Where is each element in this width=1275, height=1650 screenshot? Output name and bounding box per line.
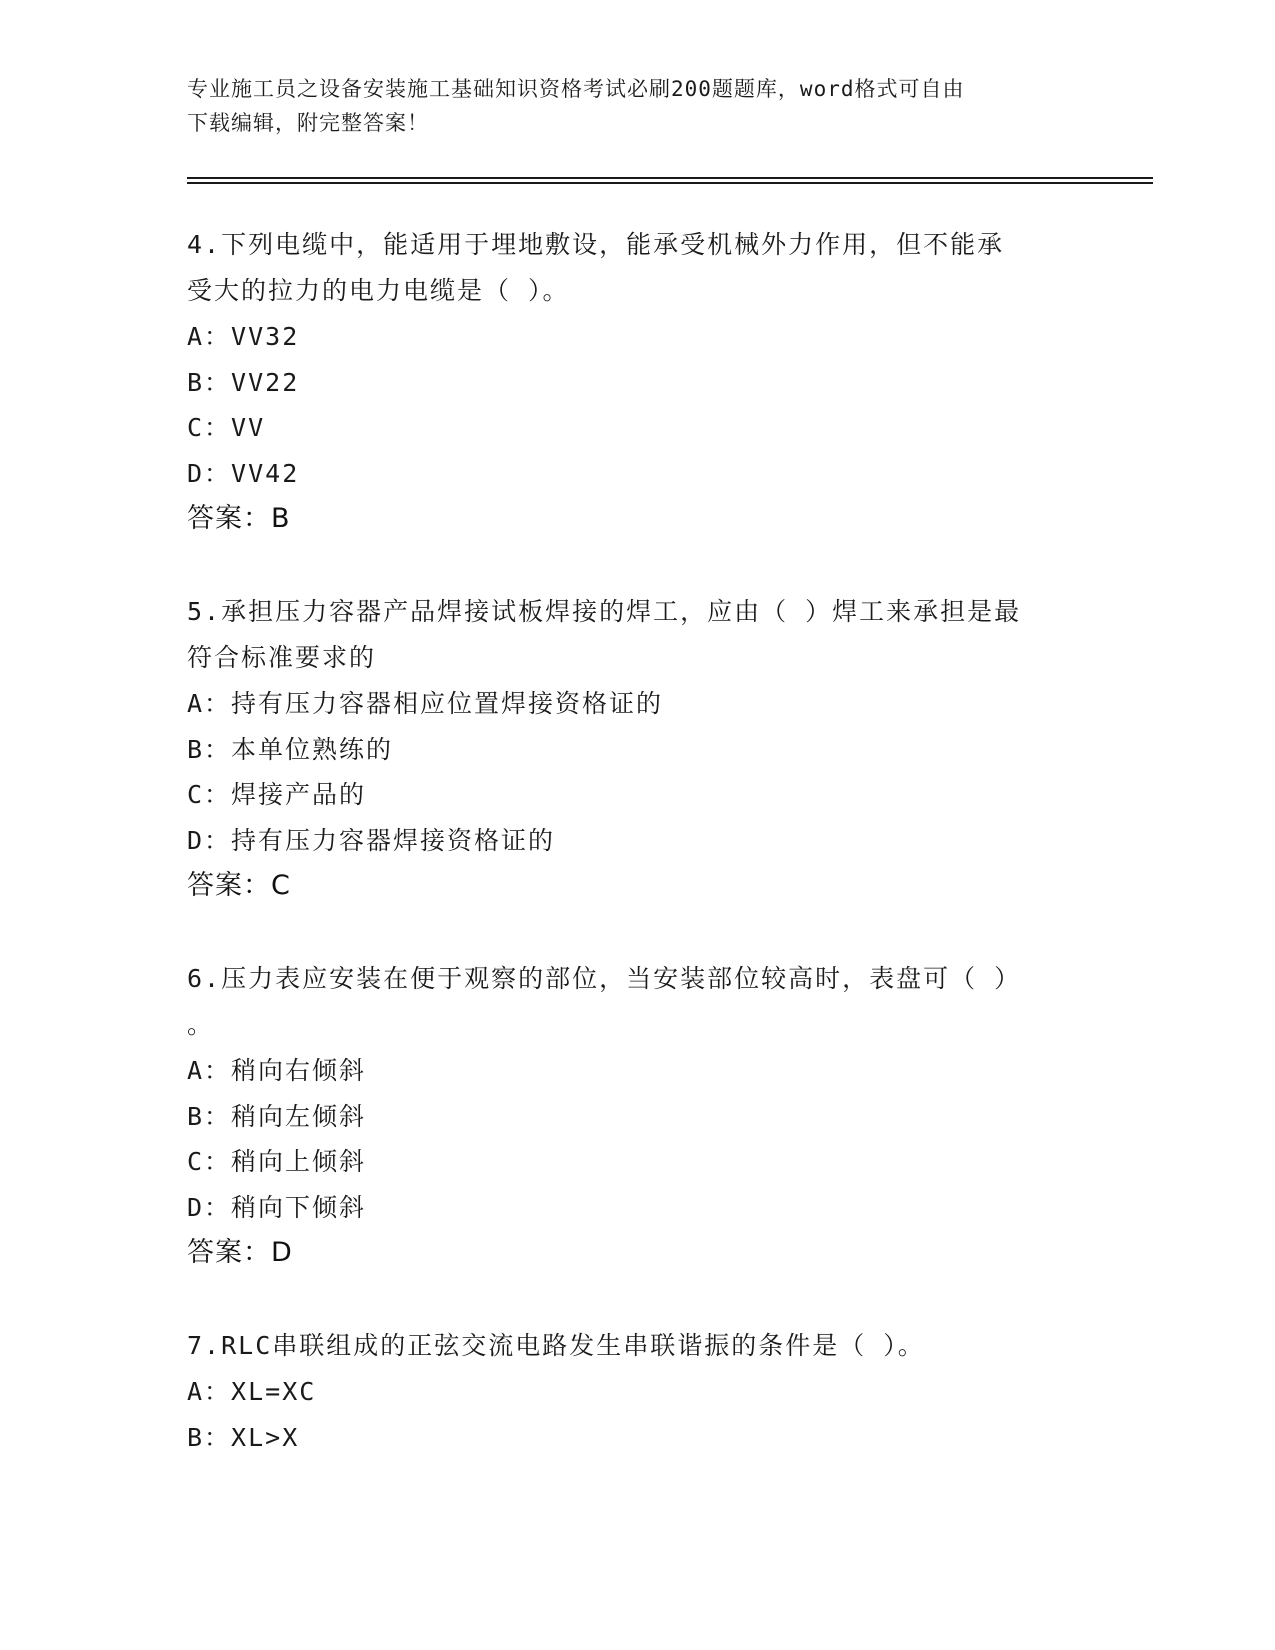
option-c: C：焊接产品的 xyxy=(187,780,367,809)
header-line-1: 专业施工员之设备安装施工基础知识资格考试必刷200题题库，word格式可自由 xyxy=(187,77,965,101)
header-divider-bottom xyxy=(187,182,1153,184)
option-b: B：XL>X xyxy=(187,1422,300,1452)
question-stem-line-2: 符合标准要求的 xyxy=(187,643,377,672)
question-4 xyxy=(187,222,1087,542)
option-b: B：本单位熟练的 xyxy=(187,734,394,764)
option-c: C：稍向上倾斜 xyxy=(187,1147,367,1176)
header-line-2: 下载编辑，附完整答案！ xyxy=(187,111,429,135)
question-stem-line-1: 6.压力表应安装在便于观察的部位，当安装部位较高时，表盘可（ ） xyxy=(187,964,1022,993)
question-stem-line-2: 。 xyxy=(187,1010,215,1039)
option-c: C：VV xyxy=(187,413,266,442)
answer-label: 答案：C xyxy=(187,870,291,901)
question-stem-line-2: 受大的拉力的电力电缆是（ ）。 xyxy=(187,276,570,305)
option-d: D：持有压力容器焊接资格证的 xyxy=(187,825,556,855)
document-header xyxy=(187,72,1067,140)
option-a: A：VV32 xyxy=(187,322,300,351)
option-a: A：XL=XC xyxy=(187,1377,317,1406)
question-stem-line-1: 5.承担压力容器产品焊接试板焊接的焊工，应由（ ）焊工来承担是最 xyxy=(187,597,1022,626)
option-d: D：稍向下倾斜 xyxy=(187,1192,367,1222)
option-a: A：稍向右倾斜 xyxy=(187,1056,367,1085)
answer-label: 答案：D xyxy=(187,1237,293,1268)
answer-label: 答案：B xyxy=(187,503,291,534)
question-stem-line-1: 7.RLC串联组成的正弦交流电路发生串联谐振的条件是（ ）。 xyxy=(187,1331,925,1360)
question-7 xyxy=(187,1323,1087,1460)
option-d: D：VV42 xyxy=(187,458,300,488)
header-divider-top xyxy=(187,177,1153,179)
question-stem-line-1: 4.下列电缆中，能适用于埋地敷设，能承受机械外力作用，但不能承 xyxy=(187,230,1005,259)
option-a: A：持有压力容器相应位置焊接资格证的 xyxy=(187,689,664,718)
question-6 xyxy=(187,956,1087,1276)
question-5 xyxy=(187,589,1087,909)
option-b: B：VV22 xyxy=(187,367,300,397)
option-b: B：稍向左倾斜 xyxy=(187,1101,367,1131)
